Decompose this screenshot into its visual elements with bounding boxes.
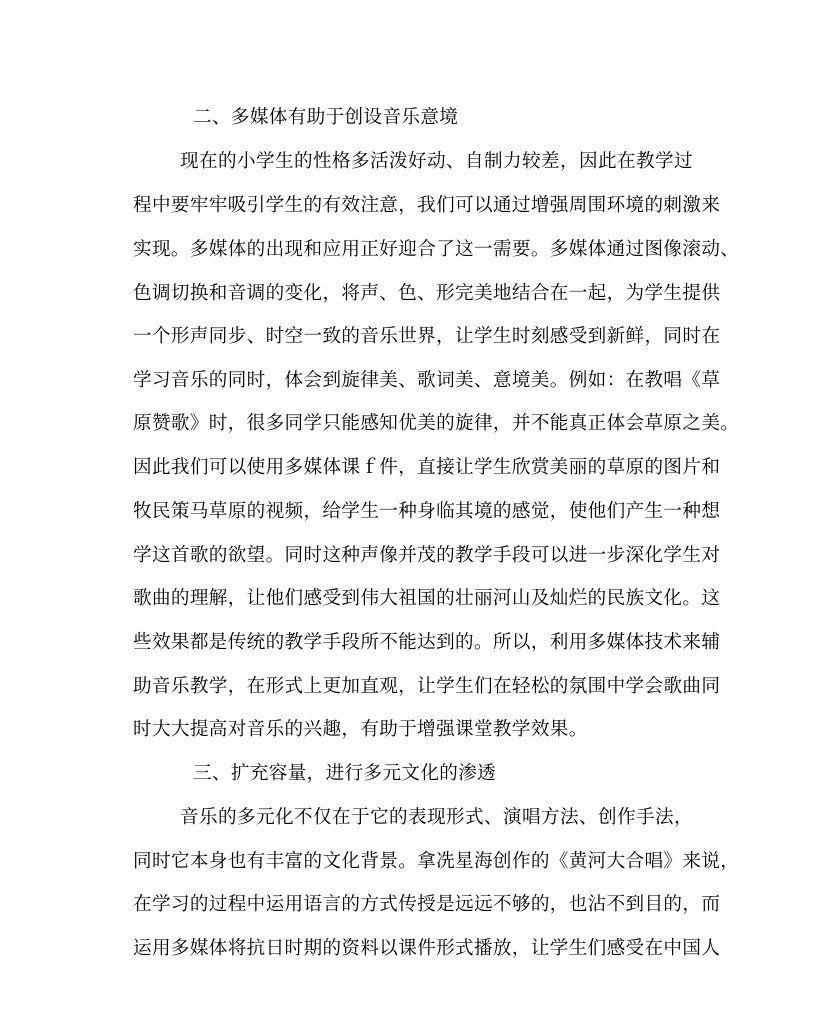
paragraph-line: 因此我们可以使用多媒体课ｆ件，直接让学生欣赏美丽的草原的图片和 (133, 457, 721, 478)
section-heading-3: 三、扩充容量，进行多元文化的渗透 (193, 763, 497, 784)
paragraph-line: 现在的小学生的性格多活泼好动、自制力较差，因此在教学过 (180, 151, 693, 172)
paragraph-line: 程中要牢牢吸引学生的有效注意，我们可以通过增强周围环境的刺激来 (133, 195, 721, 216)
paragraph-line: 一个形声同步、时空一致的音乐世界，让学生时刻感受到新鲜，同时在 (133, 326, 721, 347)
section-heading-2: 二、多媒体有助于创设音乐意境 (193, 107, 459, 128)
paragraph-line: 些效果都是传统的教学手段所不能达到的。所以，利用多媒体技术来辅 (133, 632, 721, 653)
paragraph-line: 音乐的多元化不仅在于它的表现形式、演唱方法、创作手法， (180, 807, 693, 828)
paragraph-line: 在学习的过程中运用语言的方式传授是远远不够的，也沾不到目的，而 (133, 894, 721, 915)
paragraph-line: 学这首歌的欲望。同时这种声像并茂的教学手段可以进一步深化学生对 (133, 545, 721, 566)
paragraph-line: 色调切换和音调的变化，将声、色、形完美地结合在一起，为学生提供 (133, 283, 721, 304)
paragraph-line: 歌曲的理解，让他们感受到伟大祖国的壮丽河山及灿烂的民族文化。这 (133, 588, 721, 609)
paragraph-line: 牧民策马草原的视频，给学生一种身临其境的感觉，使他们产生一种想 (133, 501, 721, 522)
paragraph-line: 实现。多媒体的出现和应用正好迎合了这一需要。多媒体通过图像滚动、 (133, 239, 740, 260)
paragraph-line: 助音乐教学，在形式上更加直观，让学生们在轻松的氛围中学会歌曲同 (133, 676, 721, 697)
paragraph-line: 学习音乐的同时，体会到旋律美、歌词美、意境美。例如：在教唱《草 (133, 370, 721, 391)
paragraph-line: 时大大提高对音乐的兴趣，有助于增强课堂教学效果。 (133, 719, 588, 740)
paragraph-line: 同时它本身也有丰富的文化背景。拿冼星海创作的《黄河大合唱》来说， (133, 851, 740, 872)
paragraph-line: 运用多媒体将抗日时期的资料以课件形式播放，让学生们感受在中国人 (133, 938, 721, 959)
paragraph-line: 原赞歌》时，很多同学只能感知优美的旋律，并不能真正体会草原之美。 (133, 413, 740, 434)
